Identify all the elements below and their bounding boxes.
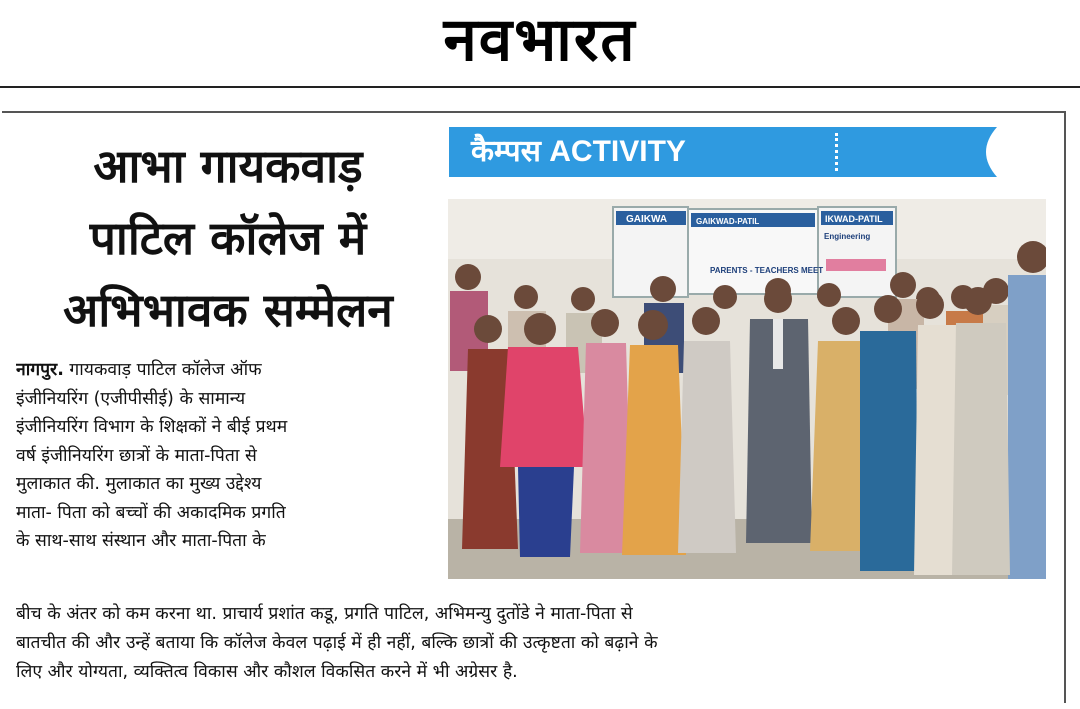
headline-line-1: आभा गायकवाड़ (93, 139, 363, 193)
article-headline (18, 130, 438, 346)
newspaper-name: नवभारत (443, 5, 637, 75)
group-photo (448, 199, 1046, 579)
banner-label: कैम्पस ACTIVITY (471, 135, 686, 168)
article-line: इंजीनियरिंग (एजीपीसीई) के सामान्य (16, 388, 246, 409)
article-dateline: नागपुर. (16, 360, 64, 380)
masthead-divider (0, 86, 1080, 88)
article-line-text: गायकवाड़ पाटिल कॉलेज ऑफ (69, 360, 262, 380)
article-line: लिए और योग्यता, व्यक्तित्व विकास और कौशल विकसित करने में भी अग्रेसर है. (16, 662, 518, 682)
banner-dotted-divider (835, 133, 844, 171)
board-label-1: GAIKWA (626, 214, 668, 225)
article-body-wide (16, 600, 1054, 687)
article-line: बातचीत की और उन्हें बताया कि कॉलेज केवल पढ़ाई में ही नहीं, बल्कि छात्रों की उत्कृष्टता को बढ़ाने के (16, 633, 658, 653)
board-label-4: PARENTS - TEACHERS MEET (710, 266, 824, 275)
board-label-2: GAIKWAD-PATIL (696, 217, 760, 226)
article-line: माता- पिता को बच्चों की अकादमिक प्रगति (16, 502, 286, 523)
article-line: वर्ष इंजीनियरिंग छात्रों के माता-पिता से (16, 445, 257, 466)
newspaper-masthead (0, 0, 1080, 86)
article-body-column (16, 356, 438, 556)
article-line (16, 356, 438, 385)
article-line: मुलाकात की. मुलाकात का मुख्य उद्देश्य (16, 474, 262, 494)
group-photo-illustration (448, 199, 1046, 579)
headline-line-2: पाटिल कॉलेज में (89, 211, 367, 265)
board-label-5: Engineering (824, 232, 871, 241)
article-line: बीच के अंतर को कम करना था. प्राचार्य प्रशांत कडू, प्रगति पाटिल, अभिमन्यु दुतोंडे ने माता-पिता से (16, 604, 633, 624)
article-line: के साथ-साथ संस्थान और माता-पिता के (16, 531, 266, 551)
headline-line-3: अभिभावक सम्मेलन (63, 283, 393, 337)
board-label-3: IKWAD-PATIL (825, 214, 883, 224)
article-line: इंजीनियरिंग विभाग के शिक्षकों ने बीई प्रथम (16, 417, 288, 437)
campus-activity-banner (449, 127, 997, 177)
